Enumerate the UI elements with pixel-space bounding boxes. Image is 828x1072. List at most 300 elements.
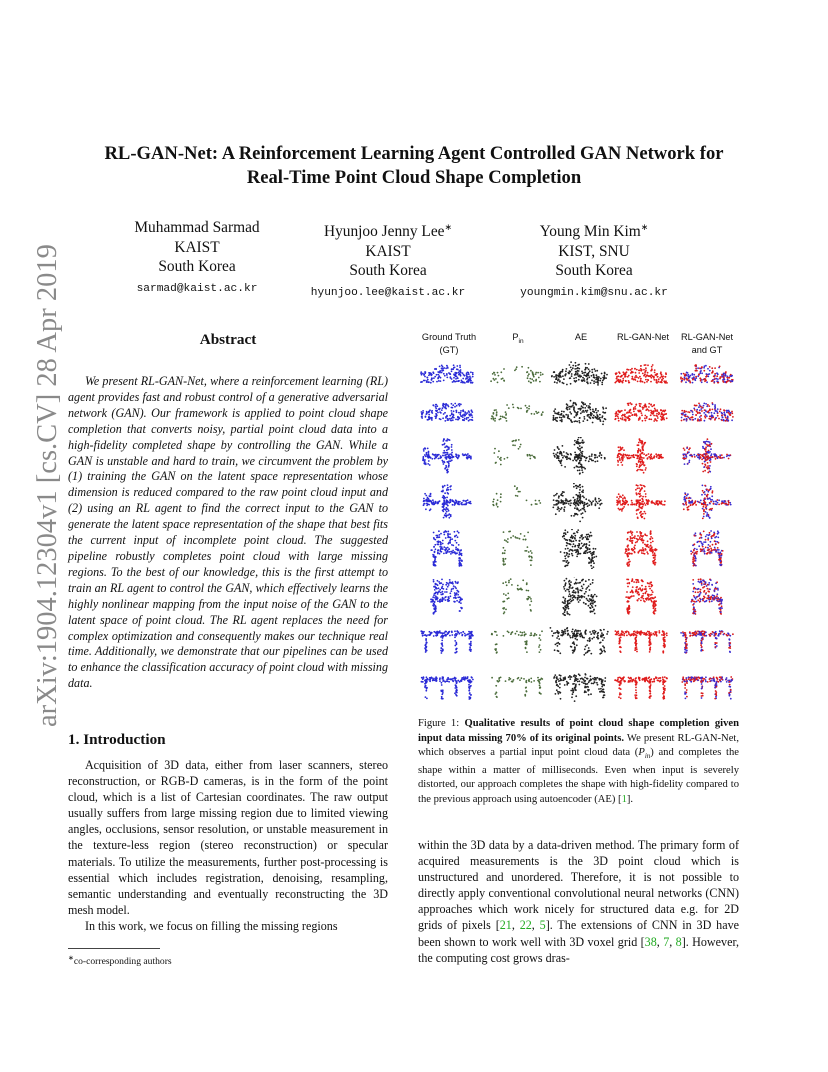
point-mark [720,557,722,559]
point-mark [583,602,585,604]
point-mark [653,377,655,379]
point-mark [555,420,557,422]
point-mark [597,381,599,383]
point-mark [717,537,719,539]
point-mark [433,581,435,583]
point-mark [587,549,589,551]
point-mark [565,633,567,635]
point-mark [704,497,706,499]
point-mark [443,380,445,382]
point-mark [721,374,723,376]
point-mark [617,416,619,418]
point-mark [593,380,595,382]
point-mark [558,497,560,499]
point-mark [577,502,579,504]
point-mark [569,583,571,585]
point-mark [640,378,642,380]
point-mark [683,508,685,510]
point-mark [576,412,578,414]
point-mark [623,635,625,637]
point-mark [594,461,596,463]
point-mark [505,411,507,413]
point-mark [586,534,588,536]
point-mark [707,549,709,551]
point-mark [694,596,696,598]
point-mark [704,457,706,459]
point-mark [721,500,723,502]
point-mark [635,649,637,651]
point-mark [530,370,532,372]
point-mark [644,374,646,376]
point-mark [636,369,638,371]
point-mark [440,380,442,382]
point-mark [517,495,519,497]
point-mark [442,370,444,372]
point-mark [618,493,620,495]
point-mark [703,541,705,543]
point-mark [454,630,456,632]
point-mark [638,591,640,593]
point-mark [449,418,451,420]
point-mark [429,372,431,374]
point-mark [571,373,573,375]
point-mark [588,585,590,587]
point-mark [584,380,586,382]
point-mark [719,411,721,413]
point-mark [638,593,640,595]
point-mark [592,500,594,502]
point-mark [445,509,447,511]
point-mark [701,494,703,496]
point-mark [558,455,560,457]
point-cloud-chair-col1 [487,577,547,617]
point-mark [643,472,645,474]
point-mark [640,600,642,602]
author-name-line [273,218,503,242]
point-mark [625,549,627,551]
point-mark [461,565,463,567]
point-mark [439,366,441,368]
point-mark [434,544,436,546]
point-mark [696,549,698,551]
point-mark [464,418,466,420]
point-mark [700,534,702,536]
point-mark [648,631,650,633]
point-mark [635,379,637,381]
point-mark [455,652,457,654]
point-mark [558,638,560,640]
point-mark [653,405,655,407]
point-mark [642,496,644,498]
point-mark [540,649,542,651]
point-mark [498,450,500,452]
point-mark [529,555,531,557]
point-mark [704,491,706,493]
point-mark [642,449,644,451]
point-mark [684,419,686,421]
point-mark [519,491,521,493]
point-mark [640,511,642,513]
point-mark [432,381,434,383]
point-mark [639,507,641,509]
point-mark [554,649,556,651]
point-mark [587,536,589,538]
point-mark [531,455,533,457]
point-mark [708,467,710,469]
point-mark [654,556,656,558]
point-mark [570,601,572,603]
point-mark [701,410,703,412]
point-mark [446,552,448,554]
point-mark [511,584,513,586]
point-mark [689,376,691,378]
point-mark [428,495,430,497]
point-mark [617,457,619,459]
point-mark [530,600,532,602]
point-mark [635,375,637,377]
point-mark [559,643,561,645]
point-mark [581,447,583,449]
point-mark [650,456,652,458]
point-mark [496,503,498,505]
point-mark [625,455,627,457]
point-mark [728,458,730,460]
point-mark [574,501,576,503]
point-mark [685,501,687,503]
point-mark [442,417,444,419]
point-mark [645,588,647,590]
point-mark [530,550,532,552]
point-mark [616,372,618,374]
point-mark [710,418,712,420]
point-mark [648,453,650,455]
point-mark [454,531,456,533]
point-mark [700,550,702,552]
point-mark [590,409,592,411]
point-mark [521,366,523,368]
point-mark [647,502,649,504]
point-mark [466,454,468,456]
point-mark [527,375,529,377]
point-mark [535,500,537,502]
point-mark [703,531,705,533]
point-mark [704,553,706,555]
point-mark [701,503,703,505]
point-mark [448,600,450,602]
point-mark [437,580,439,582]
point-mark [453,585,455,587]
point-mark [453,410,455,412]
point-mark [619,509,621,511]
point-mark [706,489,708,491]
point-mark [702,463,704,465]
point-mark [638,588,640,590]
point-mark [440,551,442,553]
point-mark [591,375,593,377]
point-mark [689,411,691,413]
point-mark [508,531,510,533]
point-mark [701,372,703,374]
point-mark [623,456,625,458]
point-mark [567,613,569,615]
point-mark [451,417,453,419]
point-mark [656,413,658,415]
point-mark [564,588,566,590]
point-mark [562,502,564,504]
point-mark [573,543,575,545]
point-mark [451,544,453,546]
point-mark [699,537,701,539]
point-mark [648,644,650,646]
point-mark [581,469,583,471]
point-mark [554,408,556,410]
point-mark [568,553,570,555]
point-mark [571,375,573,377]
point-mark [574,440,576,442]
point-mark [703,405,705,407]
point-mark [452,588,454,590]
point-mark [500,416,502,418]
point-mark [559,417,561,419]
fig-col-pin [483,331,553,348]
point-mark [559,502,561,504]
point-mark [592,582,594,584]
point-mark [642,420,644,422]
point-mark [701,454,703,456]
point-mark [580,457,582,459]
point-mark [593,415,595,417]
point-mark [441,643,443,645]
point-mark [630,412,632,414]
point-mark [579,492,581,494]
point-mark [462,631,464,633]
point-mark [504,552,506,554]
point-mark [557,380,559,382]
point-mark [692,382,694,384]
point-mark [445,452,447,454]
point-mark [593,630,595,632]
point-mark [618,446,620,448]
point-mark [557,503,559,505]
point-mark [728,504,730,506]
point-mark [469,637,471,639]
point-mark [637,381,639,383]
point-mark [528,596,530,598]
point-mark [433,377,435,379]
point-mark [454,504,456,506]
point-mark [448,542,450,544]
point-mark [714,547,716,549]
point-mark [444,485,446,487]
point-mark [585,652,587,654]
point-cloud-car-col2 [549,395,609,435]
point-mark [602,423,604,425]
point-mark [639,469,641,471]
point-mark [592,595,594,597]
point-mark [593,551,595,553]
point-mark [526,407,528,409]
point-mark [591,605,593,607]
point-mark [578,630,580,632]
point-mark [629,409,631,411]
point-mark [456,631,458,633]
point-mark [450,553,452,555]
point-mark [697,501,699,503]
point-mark [621,464,623,466]
point-mark [655,632,657,634]
point-mark [440,542,442,544]
point-mark [507,538,509,540]
point-mark [528,408,530,410]
point-mark [540,372,542,374]
point-mark [706,597,708,599]
point-mark [600,648,602,650]
point-mark [567,600,569,602]
point-mark [463,500,465,502]
point-mark [464,635,466,637]
point-mark [460,412,462,414]
point-mark [581,595,583,597]
point-cloud-car-col1 [487,395,547,435]
point-mark [571,369,573,371]
point-mark [564,466,566,468]
point-mark [726,455,728,457]
point-mark [636,531,638,533]
point-mark [451,452,453,454]
point-mark [598,418,600,420]
point-mark [577,529,579,531]
point-mark [441,640,443,642]
point-cloud-car-col0 [417,395,477,435]
point-mark [535,372,537,374]
point-mark [583,497,585,499]
point-mark [590,653,592,655]
point-mark [589,650,591,652]
point-mark [720,560,722,562]
point-mark [642,500,644,502]
point-mark [640,590,642,592]
point-mark [496,413,498,415]
point-mark [582,439,584,441]
point-mark [694,535,696,537]
point-mark [495,378,497,380]
point-mark [706,441,708,443]
point-mark [526,590,528,592]
point-mark [730,375,732,377]
point-mark [685,499,687,501]
point-mark [443,413,445,415]
point-mark [564,609,566,611]
point-mark [572,546,574,548]
point-mark [451,631,453,633]
point-mark [627,583,629,585]
point-mark [561,455,563,457]
point-mark [585,633,587,635]
point-mark [703,403,705,405]
point-mark [580,437,582,438]
point-mark [437,552,439,554]
point-mark [650,458,652,460]
point-mark [705,547,707,549]
point-mark [444,462,446,464]
point-mark [705,365,707,367]
point-mark [687,411,689,413]
point-mark [631,502,633,504]
point-mark [700,541,702,543]
point-mark [709,416,711,418]
point-mark [690,410,692,412]
point-mark [436,374,438,376]
point-mark [583,404,585,406]
point-mark [591,380,593,382]
point-mark [726,454,728,456]
point-mark [452,504,454,506]
point-mark [648,456,650,458]
point-mark [639,493,641,495]
point-cloud-car-col4 [677,357,737,397]
point-mark [452,407,454,409]
point-mark [707,472,709,474]
point-mark [425,638,427,640]
point-mark [597,414,599,416]
point-mark [566,554,568,556]
point-mark [587,640,589,642]
point-mark [652,364,654,366]
point-cloud-chair-col0 [417,577,477,617]
point-mark [562,375,564,377]
point-mark [598,638,600,640]
point-mark [508,632,510,634]
point-mark [426,500,428,502]
point-mark [500,418,502,420]
point-mark [573,402,575,404]
point-mark [454,540,456,542]
point-mark [583,506,585,508]
point-mark [688,461,690,463]
point-mark [527,454,529,456]
point-mark [688,506,690,508]
point-mark [647,540,649,542]
point-mark [448,548,450,550]
point-mark [597,384,599,386]
point-cloud-airplane-col1 [487,437,547,477]
point-mark [656,382,658,384]
point-mark [535,411,537,413]
point-mark [469,501,471,503]
point-mark [579,589,581,591]
point-mark [435,501,437,503]
point-mark [601,382,603,384]
point-mark [505,594,507,596]
point-mark [441,587,443,589]
point-mark [577,552,579,554]
point-mark [642,373,644,375]
point-mark [459,610,461,612]
point-mark [553,410,555,412]
point-mark [600,652,602,654]
point-mark [593,548,595,550]
point-mark [714,381,716,383]
point-mark [658,630,660,632]
point-mark [564,529,566,531]
point-mark [645,469,647,471]
point-mark [720,408,722,410]
point-mark [583,378,585,380]
point-mark [556,382,558,384]
point-mark [502,416,504,418]
point-mark [711,367,713,369]
point-mark [638,581,640,583]
